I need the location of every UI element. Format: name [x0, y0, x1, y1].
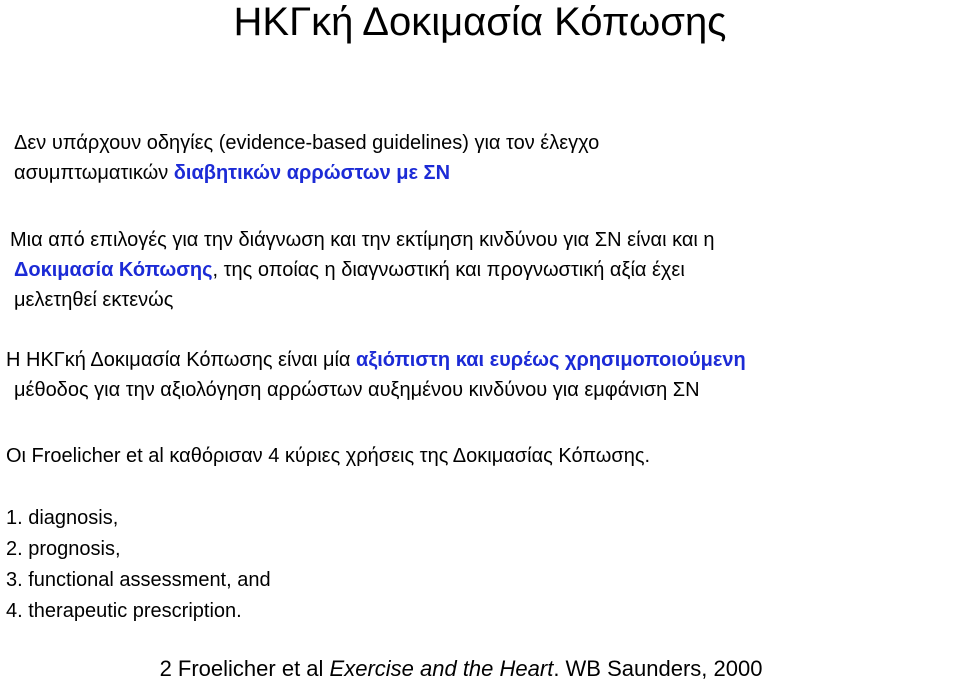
text-line: [10, 255, 715, 285]
text-segment: Η ΗΚΓκή Δοκιμασία Κόπωσης είναι μία: [6, 349, 357, 371]
text-line: Δεν υπάρχουν οδηγίες (evidence-based guidelines) για τον έλεγχο: [14, 132, 600, 154]
list-item: 4. therapeutic prescription.: [6, 600, 242, 622]
list-item: 3. functional assessment, and: [6, 569, 271, 591]
emphasis-text: Δοκιμασία Κόπωσης: [14, 259, 213, 281]
text-line: μέθοδος για την αξιολόγηση αρρώστων αυξημένου κινδύνου για εμφάνιση ΣΝ: [14, 379, 700, 401]
page-title: ΗΚΓκή Δοκιμασία Κόπωσης: [233, 0, 727, 44]
paragraph-froelicher: [6, 441, 650, 471]
text-line: [14, 158, 599, 188]
reference-book-title: Exercise and the Heart: [329, 656, 554, 681]
text-line: Μια από επιλογές για την διάγνωση και την εκτίμηση κινδύνου για ΣΝ είναι και η: [10, 229, 715, 251]
text-segment: ασυμπτωματικών: [14, 162, 174, 184]
emphasis-text: αξιόπιστη και ευρέως χρησιμοποιούμενη: [356, 349, 746, 371]
list-item: 2. prognosis,: [6, 538, 121, 560]
paragraph-reliable-method: [6, 345, 746, 405]
paragraph-diagnosis-options: [10, 225, 715, 315]
text-segment: , της οποίας η διαγνωστική και προγνωστική αξία έχει: [212, 259, 685, 281]
reference-publisher: . WB Saunders, 2000: [553, 656, 763, 681]
text-line: [6, 345, 746, 375]
emphasis-text: διαβητικών αρρώστων με ΣΝ: [173, 162, 451, 184]
text-line: Οι Froelicher et al καθόρισαν 4 κύριες χρήσεις της Δοκιμασίας Κόπωσης.: [6, 445, 651, 467]
uses-list: [6, 503, 271, 627]
reference-authors: 2 Froelicher et al: [159, 656, 330, 681]
text-line: μελετηθεί εκτενώς: [14, 289, 174, 311]
list-item: 1. diagnosis,: [6, 507, 119, 529]
paragraph-no-guidelines: [14, 128, 599, 188]
reference-citation: [0, 656, 922, 682]
